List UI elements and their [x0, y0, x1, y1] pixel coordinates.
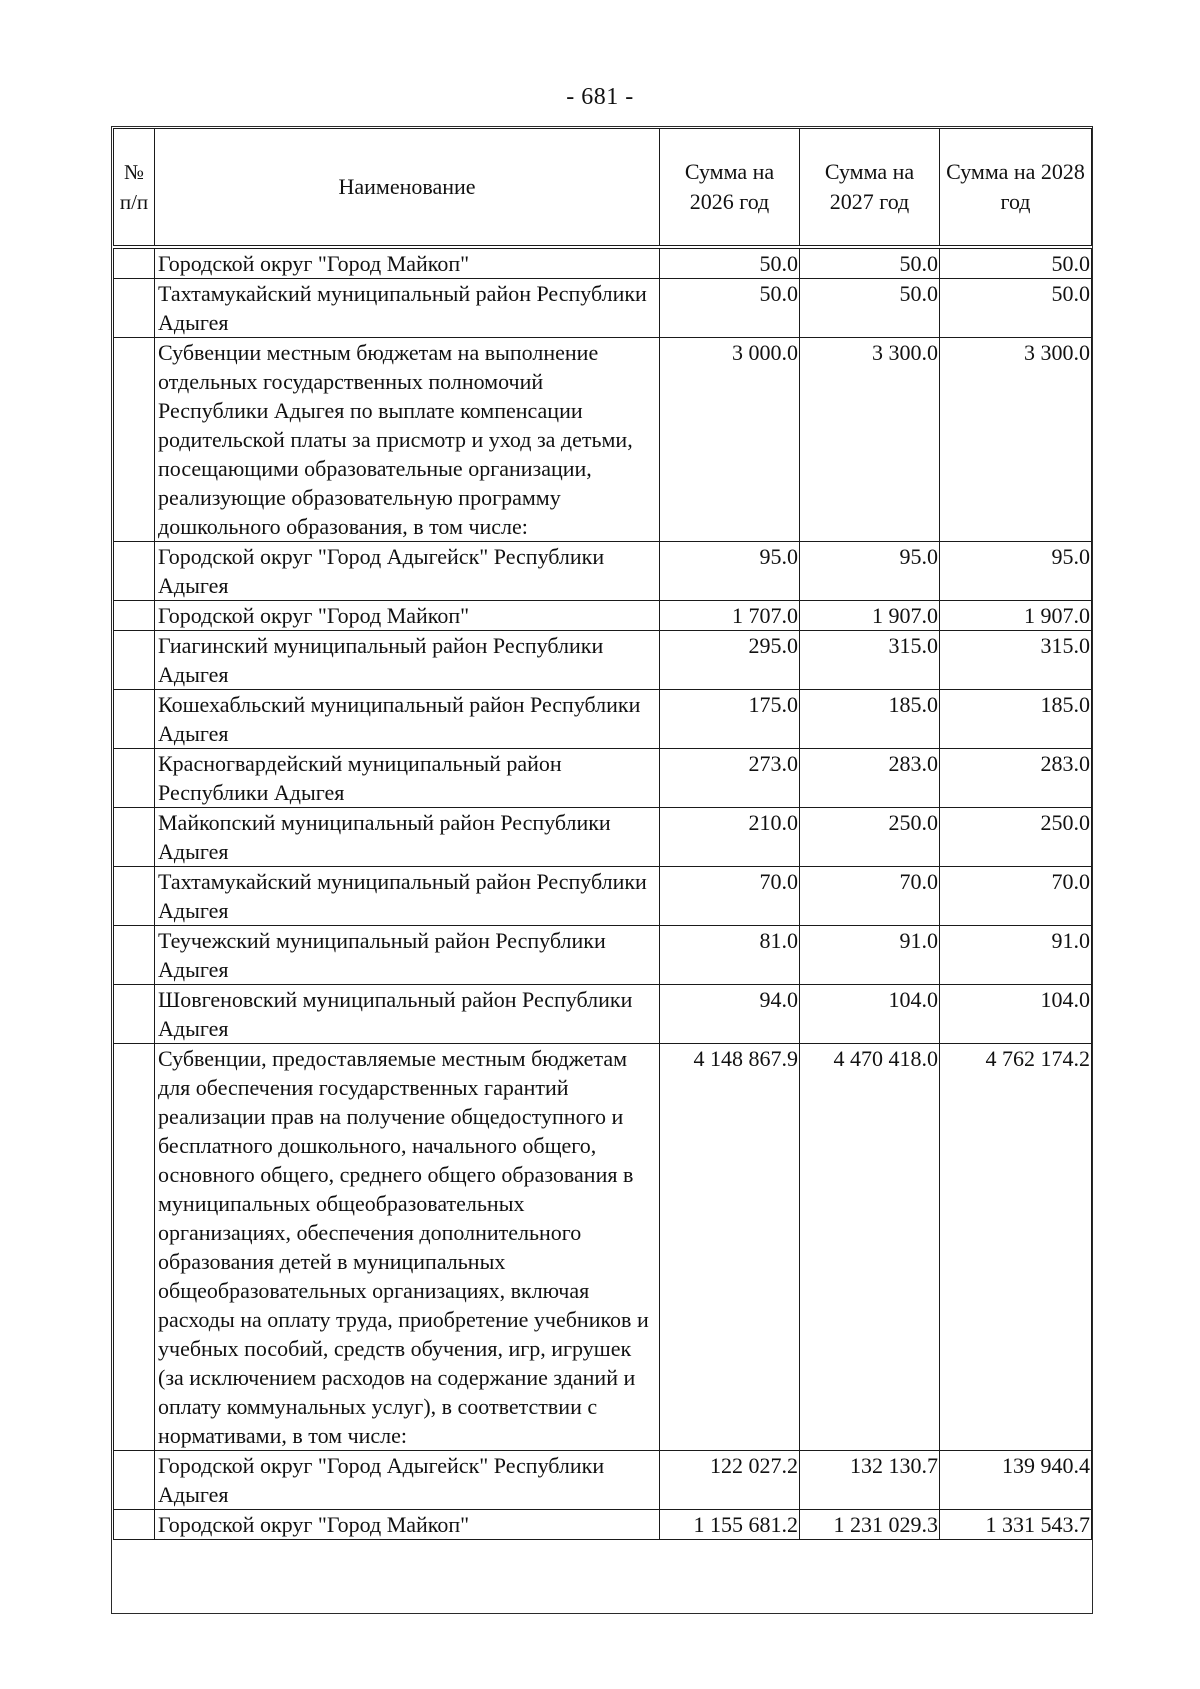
row-number-cell — [114, 1044, 155, 1451]
row-value-2028-cell: 185.0 — [940, 690, 1092, 749]
row-number-cell — [114, 338, 155, 542]
row-value-2027-cell: 283.0 — [800, 749, 940, 808]
table-row — [114, 542, 1092, 601]
row-value-2028-cell: 139 940.4 — [940, 1451, 1092, 1510]
row-value-2026-cell: 50.0 — [660, 279, 800, 338]
row-value-2027-cell: 50.0 — [800, 247, 940, 279]
table-row — [114, 1510, 1092, 1540]
row-value-2028-cell: 95.0 — [940, 542, 1092, 601]
row-name-cell: Тахтамукайский муниципальный район Республики Адыгея — [155, 279, 660, 338]
row-number-cell — [114, 690, 155, 749]
row-value-2028-cell: 50.0 — [940, 247, 1092, 279]
row-number-cell — [114, 601, 155, 631]
row-value-2027-cell: 1 231 029.3 — [800, 1510, 940, 1540]
table-row — [114, 926, 1092, 985]
row-name-cell: Майкопский муниципальный район Республики Адыгея — [155, 808, 660, 867]
row-value-2026-cell: 122 027.2 — [660, 1451, 800, 1510]
row-number-cell — [114, 247, 155, 279]
row-value-2028-cell: 50.0 — [940, 279, 1092, 338]
budget-table-container — [113, 128, 1091, 1540]
header-num: № п/п — [114, 129, 155, 248]
row-name-cell: Городской округ "Город Адыгейск" Республики Адыгея — [155, 1451, 660, 1510]
row-number-cell — [114, 1510, 155, 1540]
row-number-cell — [114, 631, 155, 690]
row-value-2026-cell: 175.0 — [660, 690, 800, 749]
row-value-2027-cell: 95.0 — [800, 542, 940, 601]
table-row — [114, 247, 1092, 279]
row-value-2028-cell: 283.0 — [940, 749, 1092, 808]
row-value-2026-cell: 4 148 867.9 — [660, 1044, 800, 1451]
row-value-2027-cell: 315.0 — [800, 631, 940, 690]
row-value-2026-cell: 273.0 — [660, 749, 800, 808]
table-row — [114, 338, 1092, 542]
row-number-cell — [114, 808, 155, 867]
row-value-2028-cell: 1 907.0 — [940, 601, 1092, 631]
row-name-cell: Субвенции местным бюджетам на выполнение отдельных государственных полномочий Республики Адыгея по выплате компенсации родительской платы за присмотр и уход за детьми, посещающими образовательные организации, реализующие образовательную программу дошкольного образования, в том числе: — [155, 338, 660, 542]
row-value-2027-cell: 4 470 418.0 — [800, 1044, 940, 1451]
row-name-cell: Кошехабльский муниципальный район Республики Адыгея — [155, 690, 660, 749]
table-row — [114, 867, 1092, 926]
table-header — [114, 129, 1092, 248]
row-name-cell: Тахтамукайский муниципальный район Республики Адыгея — [155, 867, 660, 926]
header-2026: Сумма на 2026 год — [660, 129, 800, 248]
table-row — [114, 279, 1092, 338]
table-row — [114, 1451, 1092, 1510]
row-value-2026-cell: 94.0 — [660, 985, 800, 1044]
row-value-2028-cell: 1 331 543.7 — [940, 1510, 1092, 1540]
header-name: Наименование — [155, 129, 660, 248]
row-name-cell: Теучежский муниципальный район Республики Адыгея — [155, 926, 660, 985]
row-value-2027-cell: 1 907.0 — [800, 601, 940, 631]
row-value-2028-cell: 91.0 — [940, 926, 1092, 985]
budget-table — [113, 128, 1092, 1540]
row-value-2027-cell: 50.0 — [800, 279, 940, 338]
row-value-2027-cell: 3 300.0 — [800, 338, 940, 542]
row-value-2026-cell: 1 155 681.2 — [660, 1510, 800, 1540]
row-value-2028-cell: 4 762 174.2 — [940, 1044, 1092, 1451]
row-name-cell: Красногвардейский муниципальный район Республики Адыгея — [155, 749, 660, 808]
page-number: - 681 - — [566, 84, 634, 110]
row-value-2026-cell: 210.0 — [660, 808, 800, 867]
row-name-cell: Городской округ "Город Майкоп" — [155, 247, 660, 279]
row-value-2026-cell: 50.0 — [660, 247, 800, 279]
row-number-cell — [114, 279, 155, 338]
row-number-cell — [114, 985, 155, 1044]
row-value-2027-cell: 250.0 — [800, 808, 940, 867]
row-name-cell: Городской округ "Город Майкоп" — [155, 601, 660, 631]
table-row — [114, 749, 1092, 808]
header-2027: Сумма на 2027 год — [800, 129, 940, 248]
row-value-2028-cell: 315.0 — [940, 631, 1092, 690]
row-number-cell — [114, 1451, 155, 1510]
row-value-2027-cell: 132 130.7 — [800, 1451, 940, 1510]
row-value-2026-cell: 95.0 — [660, 542, 800, 601]
row-value-2027-cell: 104.0 — [800, 985, 940, 1044]
row-name-cell: Шовгеновский муниципальный район Республики Адыгея — [155, 985, 660, 1044]
row-name-cell: Субвенции, предоставляемые местным бюджетам для обеспечения государственных гарантий реализации прав на получение общедоступного и бесплатного дошкольного, начального общего, основного общего, среднего общего образования в муниципальных общеобразовательных организациях, обеспечения дополнительного образования детей в муниципальных общеобразовательных организациях, включая расходы на оплату труда, приобретение учебников и учебных пособий, средств обучения, игр, игрушек (за исключением расходов на содержание зданий и оплату коммунальных услуг), в соответствии с нормативами, в том числе: — [155, 1044, 660, 1451]
row-value-2027-cell: 185.0 — [800, 690, 940, 749]
table-row — [114, 601, 1092, 631]
row-number-cell — [114, 867, 155, 926]
table-row — [114, 1044, 1092, 1451]
row-value-2026-cell: 70.0 — [660, 867, 800, 926]
table-row — [114, 985, 1092, 1044]
row-value-2028-cell: 3 300.0 — [940, 338, 1092, 542]
header-2028: Сумма на 2028 год — [940, 129, 1092, 248]
row-value-2028-cell: 250.0 — [940, 808, 1092, 867]
table-row — [114, 808, 1092, 867]
table-row — [114, 631, 1092, 690]
table-row — [114, 690, 1092, 749]
row-value-2026-cell: 295.0 — [660, 631, 800, 690]
row-name-cell: Гиагинский муниципальный район Республики Адыгея — [155, 631, 660, 690]
table-body — [114, 247, 1092, 1540]
row-name-cell: Городской округ "Город Адыгейск" Республики Адыгея — [155, 542, 660, 601]
row-number-cell — [114, 749, 155, 808]
row-number-cell — [114, 542, 155, 601]
row-value-2026-cell: 81.0 — [660, 926, 800, 985]
row-number-cell — [114, 926, 155, 985]
row-value-2026-cell: 3 000.0 — [660, 338, 800, 542]
row-name-cell: Городской округ "Город Майкоп" — [155, 1510, 660, 1540]
row-value-2028-cell: 104.0 — [940, 985, 1092, 1044]
row-value-2027-cell: 91.0 — [800, 926, 940, 985]
row-value-2028-cell: 70.0 — [940, 867, 1092, 926]
row-value-2027-cell: 70.0 — [800, 867, 940, 926]
row-value-2026-cell: 1 707.0 — [660, 601, 800, 631]
